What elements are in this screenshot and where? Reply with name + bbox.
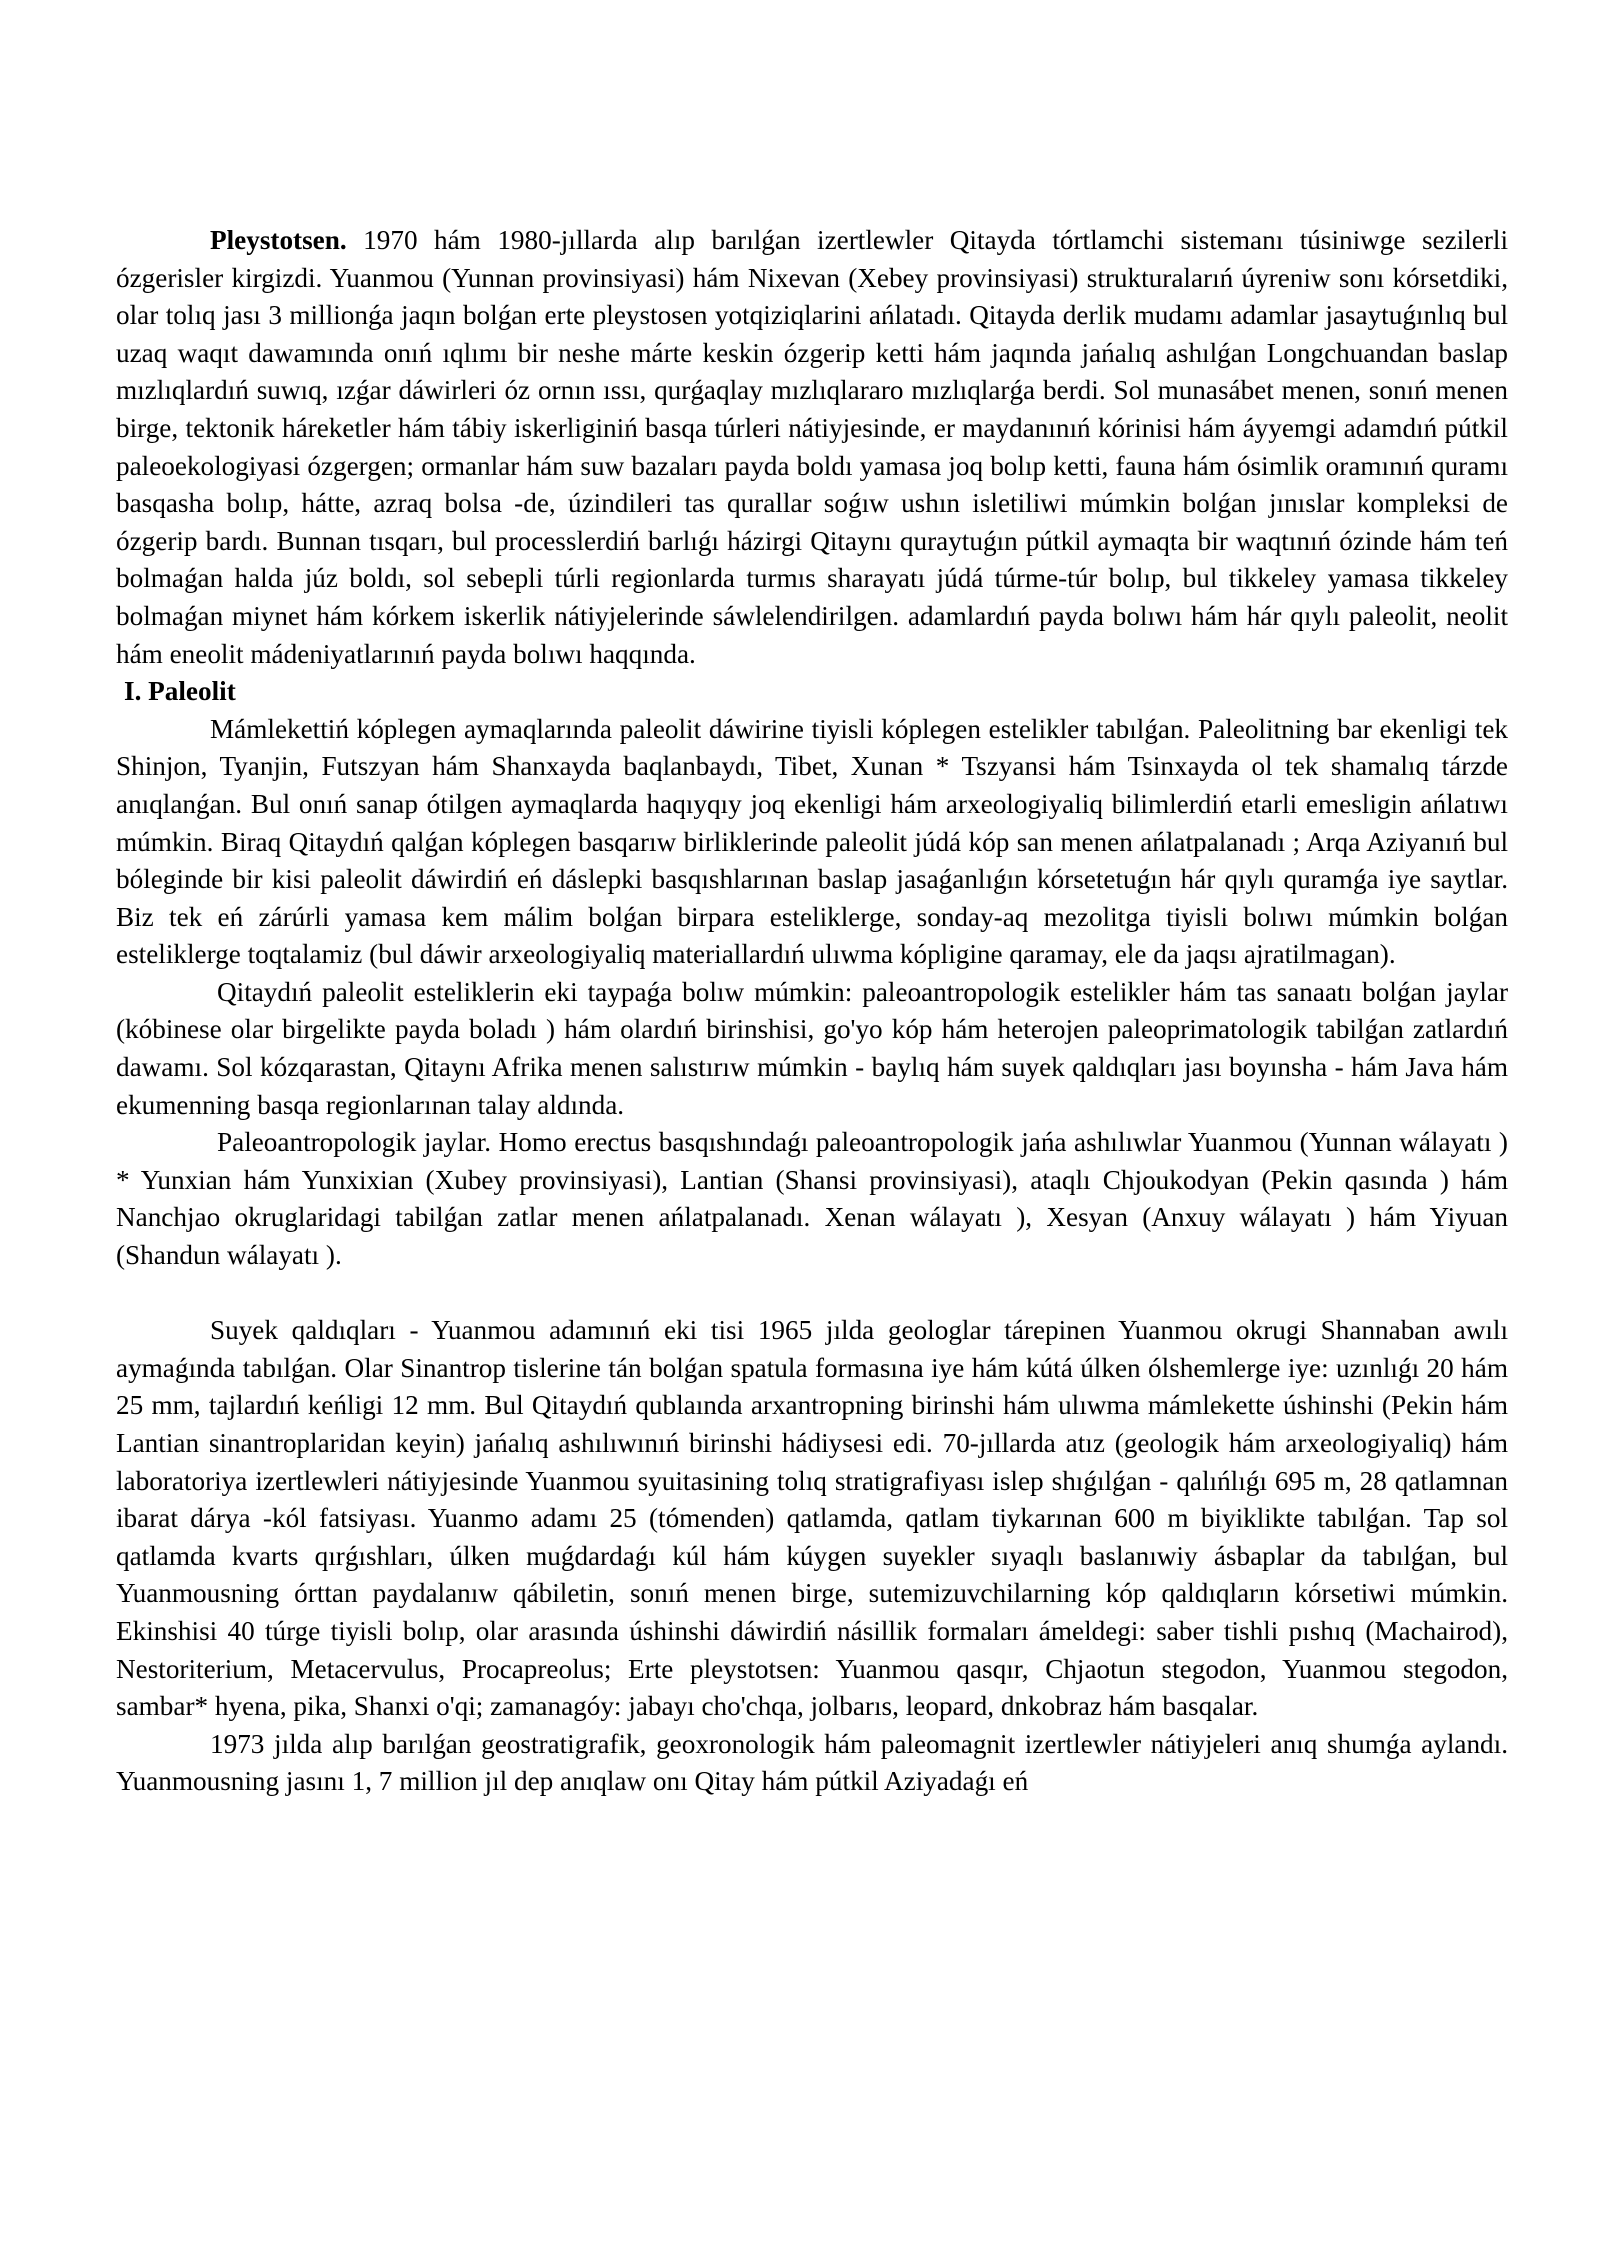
document-page [116, 222, 1508, 1801]
paragraph-paleolit-regions: Mámlekettiń kóplegen aymaqlarında paleolit dáwirine tiyisli kóplegen estelikler tabılǵan. Paleolitning bar ekenligi tek Shinjon, Tyanjin, Futszyan hám Shanxayda baqlanbaydı, Tibet, Xunan * Tszyansi hám Tsinxayda ol tek shamalıq tárzde anıqlanǵan. Bul onıń sanap ótilgen aymaqlarda haqıyqıy joq ekenligi hám arxeologiyaliq bilimlerdiń etarli emesligin ańlatıwı múmkin. Biraq Qitaydıń qalǵan kóplegen basqarıw birliklerinde paleolit júdá kóp san menen ańlatpalanadı ; Arqa Aziyanıń bul bóleginde bir kisi paleolit dáwirdiń eń dáslepki basqıshlarınan baslap jasaǵanlıǵın kórsetetuǵın hár qıylı quramǵa iye saytlar. Biz tek eń zárúrli yamasa kem málim bolǵan birpara esteliklerge, sonday-aq mezolitga tiyisli bolıwı múmkin bolǵan esteliklerge toqtalamiz (bul dáwir arxeologiyaliq materiallardıń ulıwma kópligine qaramay, ele da jaqsı ajratilmagan). [116, 713, 1508, 970]
paragraph-pleystotsen [116, 222, 1508, 673]
paragraph-text: 1970 hám 1980-jıllarda alıp barılǵan izertlewler Qitayda tórtlamchi sistemanı túsiniwge sezilerli ózgerisler kirgizdi. Yuanmou (Yunnan provinsiyasi) hám Nixevan (Xebey provinsiyasi) strukturalarıń úyreniw sonı kórsetdiki, olar tolıq jası 3 millionǵa jaqın bolǵan erte pleystosen yotqiziqlarini ańlatadı. Qitayda derlik mudamı adamlar jasaytuǵınlıq bul uzaq waqıt dawamında onıń ıqlımı bir neshe márte keskin ózgerip ketti hám jaqında jańalıq ashılǵan Longchuandan baslap mızlıqlardıń suwıq, ızǵar dáwirleri óz ornın ıssı, qurǵaqlay mızlıqlararo mızlıqlarǵa berdi. Sol munasábet menen, sonıń menen birge, tektonik háreketler hám tábiy iskerliginiń basqa túrleri nátiyjesinde, er maydanınıń kórinisi hám áyyemgi adamdıń pútkil paleoekologiyasi ózgergen; ormanlar hám suw bazaları payda boldı yamasa joq bolıp ketti, fauna hám ósimlik oramınıń quramı basqasha bolıp, hátte, azraq bolsa -de, úzindileri tas qurallar soǵıw ushın isletiliwi múmkin bolǵan jınıslar kompleksi de ózgerip bardı. Bunnan tısqarı, bul processlerdiń barlıǵı házirgi Qitaynı quraytuǵın pútkil aymaqta bir waqtınıń ózinde hám teń bolmaǵan halda júz boldı, sol sebepli túrli regionlarda turmıs sharayatı júdá túrme-túr bolıp, bul tikkeley yamasa tikkeley bolmaǵan miynet hám kórkem iskerlik nátiyjelerinde sáwlelendirilgen. adamlardıń payda bolıwı hám hár qıylı paleolit, neolit hám eneolit mádeniyatlarınıń payda bolıwı haqqında. [116, 225, 1508, 669]
inline-heading-pleystotsen: Pleystotsen. [210, 225, 347, 255]
section-heading-paleolit: I. Paleolit [124, 676, 236, 707]
paragraph-paleoantropologik-jaylar: Paleoantropologik jaylar. Homo erectus basqıshındaǵı paleoantropologik jańa ashılıwlar Yuanmou (Yunnan wálayatı ) * Yunxian hám Yunxixian (Xubey provinsiyasi), Lantian (Shansi provinsiyasi), ataqlı Chjoukodyan (Pekin qasında ) hám Nanchjao okruglaridagi tabilǵan zatlar menen ańlatpalanadı. Xenan wálayatı ), Xesyan (Anxuy wálayatı ) hám Yiyuan (Shandun wálayatı ). [116, 1127, 1508, 1271]
paragraph-paleolit-types: Qitaydıń paleolit esteliklerin eki taypaǵa bolıw múmkin: paleoantropologik estelikler hám tas sanaatı bolǵan jaylar (kóbinese olar birgelikte payda boladı ) hám olardıń birinshisi, go'yo kóp hám heterojen paleoprimatologik tabilǵan zatlardıń dawamı. Sol kózqarastan, Qitaynı Afrika menen salıstırıw múmkin - baylıq hám suyek qaldıqları jası boyınsha - hám Java hám ekumenning basqa regionlarınan talay aldında. [116, 976, 1508, 1120]
blank-line [116, 1275, 1508, 1313]
paragraph-geostratigrafik: 1973 jılda alıp barılǵan geostratigrafik, geoxronologik hám paleomagnit izertlewler nátiyjeleri anıq shumǵa aylandı. Yuanmousning jasını 1, 7 million jıl dep anıqlaw onı Qitay hám pútkil Aziyadaǵı eń [116, 1728, 1508, 1797]
paragraph-suyek-qaldiqlari: Suyek qaldıqları - Yuanmou adamınıń eki tisi 1965 jılda geologlar tárepinen Yuanmou okrugi Shannaban awılı aymaǵında tabılǵan. Olar Sinantrop tislerine tán bolǵan spatula formasına iye hám kútá úlken ólshemlerge iye: uzınlıǵı 20 hám 25 mm, tajlardıń keńligi 12 mm. Bul Qitaydıń qublaında arxantropning birinshi hám ulıwma mámlekette úshinshi (Pekin hám Lantian sinantroplaridan keyin) jańalıq ashılıwınıń birinshi hádiysesi edi. 70-jıllarda atız (geologik hám arxeologiyaliq) hám laboratoriya izertlewleri nátiyjesinde Yuanmou syuitasining tolıq stratigrafiyası islep shıǵılǵan - qalıńlıǵı 695 m, 28 qatlamnan ibarat dárya -kól fatsiyası. Yuanmo adamı 25 (tómenden) qatlamda, qatlam tiykarınan 600 m biyiklikte tabılǵan. Tap sol qatlamda kvarts qırǵıshları, úlken muǵdardaǵı kúl hám kúygen suyekler sıyaqlı baslanıwiy ásbaplar da tabılǵan, bul Yuanmousning órttan paydalanıw qábiletin, sonıń menen birge, sutemizuvchilarning kóp qaldıqların kórsetiwi múmkin. Ekinshisi 40 túrge tiyisli bolıp, olar arasında úshinshi dáwirdiń násillik formaları ámeldegi: saber tishli pıshıq (Machairod), Nestoriterium, Metacervulus, Procapreolus; Erte pleystotsen: Yuanmou qasqır, Chjaotun stegodon, Yuanmou stegodon, sambar* hyena, pika, Shanxi o'qi; zamanagóy: jabayı cho'chqa, jolbarıs, leopard, dnkobraz hám basqalar. [116, 1315, 1508, 1722]
